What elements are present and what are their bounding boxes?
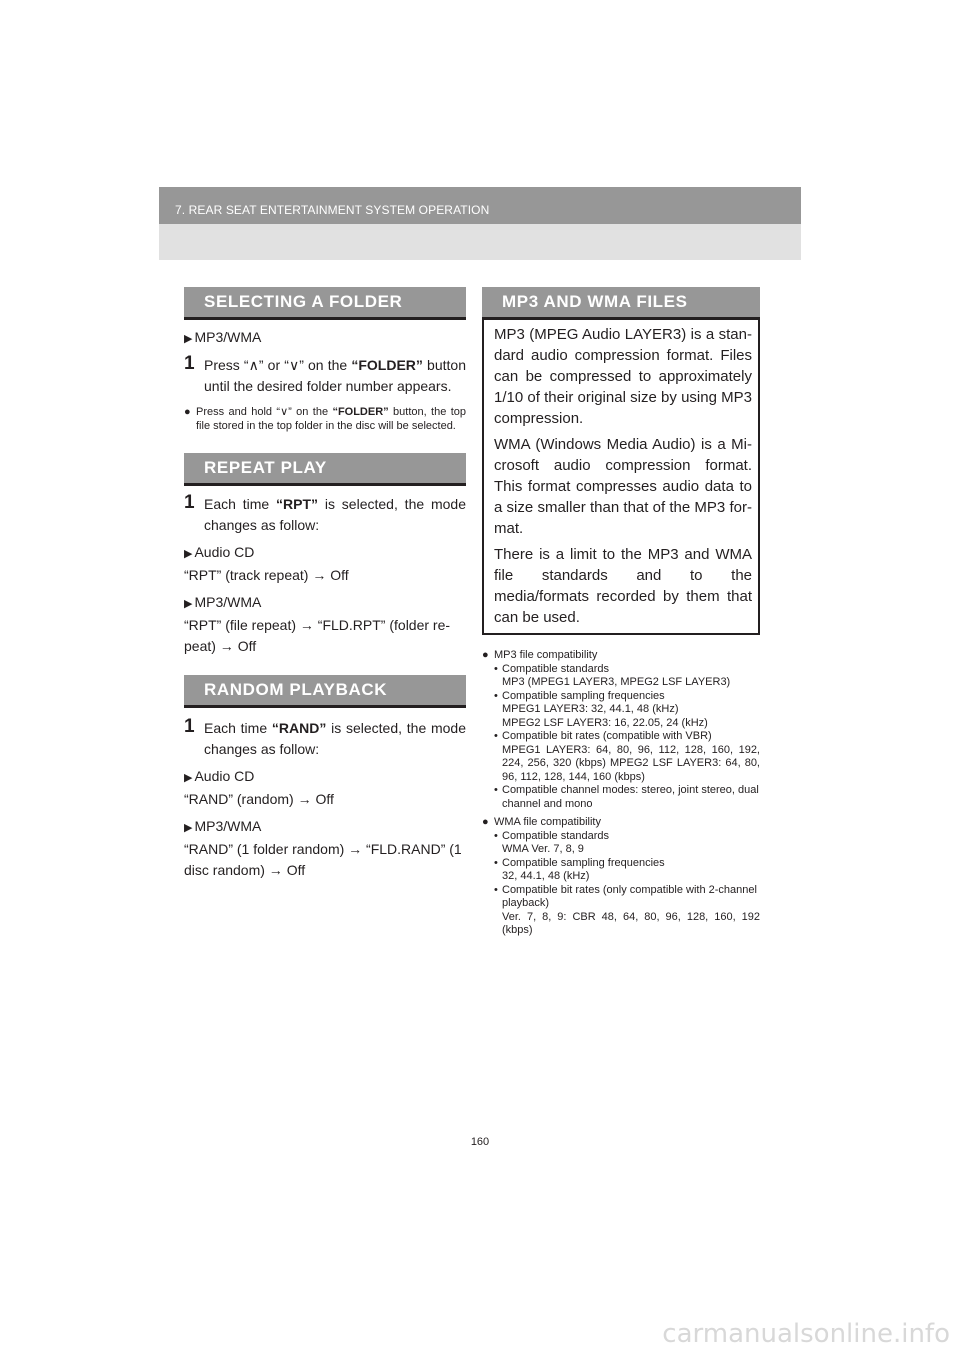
step-text: ” or “: [258, 357, 289, 373]
spec-item: [494, 784, 760, 811]
mode-text: MP3/WMA: [194, 329, 262, 345]
watermark: carmanualsonline.info: [662, 1319, 950, 1349]
spec-heading: MP3 file compatibility: [494, 649, 598, 661]
mode-arrow-icon: ▶: [184, 598, 193, 610]
header-bar: [159, 187, 801, 224]
repeat-mp3-sequence: “RPT” (file repeat) → “FLD.RPT” (folder re-peat) → Off: [184, 617, 451, 654]
page-number: 160: [470, 1136, 490, 1148]
step-folder: [184, 355, 466, 397]
mp3-compatibility: [482, 649, 760, 811]
step-number: 1: [184, 353, 195, 374]
spec-value: Ver. 7, 8, 9: CBR 48, 64, 80, 96, 128, 160, 192 (kbps): [502, 910, 760, 936]
sub-bullet-icon: •: [494, 829, 498, 842]
mode-label-mp3: [184, 329, 466, 348]
mode-label-mp3: [184, 594, 466, 613]
header-band: [159, 187, 801, 260]
right-column: [482, 287, 760, 938]
spec-label: Compatible bit rates (compatible with VBR): [502, 730, 712, 742]
step-text: Press “: [204, 357, 249, 373]
spec-value: 32, 44.1, 48 (kHz): [502, 870, 590, 882]
spec-item: [494, 857, 760, 884]
up-arrow-icon: ∧: [248, 357, 259, 373]
sub-bullet-icon: •: [494, 662, 498, 675]
note-text: ” on the: [288, 406, 333, 418]
note-text: button, the top file stored in the top folder in the disc will be selected.: [196, 406, 467, 432]
bullet-icon: ●: [482, 816, 489, 828]
note-folder: [184, 405, 466, 433]
step-text: is selected, the mode changes as follow:: [204, 496, 466, 533]
down-arrow-icon: ∨: [280, 406, 289, 418]
info-paragraph: There is a limit to the MP3 and WMA file standards and to the media/formats recorded by them that can be used.: [494, 546, 752, 626]
sub-bullet-icon: •: [494, 883, 498, 896]
section-heading-random: RANDOM PLAYBACK: [184, 675, 466, 708]
step-number: 1: [184, 492, 195, 513]
mode-label-cd: [184, 544, 466, 563]
spec-label: Compatible standards: [502, 829, 610, 842]
mode-text: Audio CD: [194, 544, 255, 560]
folder-key: “FOLDER”: [332, 406, 389, 418]
step-text: ” on the: [299, 357, 352, 373]
mode-label-mp3: [184, 818, 466, 837]
spec-heading: WMA file compatibility: [494, 816, 601, 828]
note-text: Press and hold “: [196, 406, 281, 418]
step-number: 1: [184, 716, 195, 737]
step-random: [184, 718, 466, 760]
spec-value: MPEG1 LAYER3: 64, 80, 96, 112, 128, 160, 192, 224, 256, 320 (kbps) MPEG2 LSF LAYER3: 64, 80, 96, 112, 128, 144, 160 (kbps): [502, 743, 760, 783]
mode-arrow-icon: ▶: [184, 822, 193, 834]
spec-item: [494, 830, 760, 857]
spec-value: WMA Ver. 7, 8, 9: [502, 843, 584, 855]
left-column: [184, 287, 466, 881]
rpt-key: “RPT”: [276, 496, 319, 512]
info-box: [482, 320, 760, 635]
sub-bullet-icon: •: [494, 689, 498, 702]
step-text: button until the desired folder number appears.: [204, 357, 466, 394]
mode-text: MP3/WMA: [194, 818, 262, 834]
repeat-cd-sequence: “RPT” (track repeat) → Off: [184, 567, 349, 583]
step-text: Each time: [204, 720, 272, 736]
spec-label: Compatible channel modes: stereo, joint stereo, dual channel and mono: [502, 784, 759, 810]
mode-label-cd: [184, 768, 466, 787]
random-cd-sequence: “RAND” (random) → Off: [184, 791, 334, 807]
sub-bullet-icon: •: [494, 856, 498, 869]
wma-compatibility: [482, 816, 760, 938]
sub-bullet-icon: •: [494, 784, 498, 796]
spec-item: [494, 663, 760, 690]
section-heading-files: MP3 AND WMA FILES: [482, 287, 760, 320]
step-repeat: [184, 494, 466, 536]
spec-value: MPEG1 LAYER3: 32, 44.1, 48 (kHz): [502, 703, 679, 715]
section-heading-repeat: REPEAT PLAY: [184, 453, 466, 486]
info-paragraph: MP3 (MPEG Audio LAYER3) is a stan-dard audio compression format. Files can be compressed to approximately 1/10 of their original size by using MP3 compression.: [494, 326, 752, 427]
step-text: is selected, the mode changes as follow:: [204, 720, 467, 757]
bullet-icon: ●: [184, 406, 191, 418]
spec-label: Compatible bit rates (only compatible with 2-channel playback): [502, 883, 757, 909]
random-mp3-sequence: “RAND” (1 folder random) → “FLD.RAND” (1 disc random) → Off: [184, 841, 462, 878]
sub-bullet-icon: •: [494, 730, 498, 742]
folder-key: “FOLDER”: [351, 357, 423, 373]
spec-item: [494, 730, 760, 784]
spec-item: [494, 884, 760, 938]
spec-label: Compatible sampling frequencies: [502, 689, 665, 702]
mode-text: MP3/WMA: [194, 594, 262, 610]
mode-arrow-icon: ▶: [184, 548, 193, 560]
spec-value: MP3 (MPEG1 LAYER3, MPEG2 LSF LAYER3): [502, 676, 731, 688]
rand-key: “RAND”: [271, 720, 327, 736]
mode-text: Audio CD: [194, 768, 255, 784]
spec-label: Compatible sampling frequencies: [502, 856, 665, 869]
info-paragraph: WMA (Windows Media Audio) is a Mi-crosoft audio compression format. This format compresses audio data to a size smaller than that of the MP3 for-mat.: [494, 436, 752, 537]
down-arrow-icon: ∨: [288, 357, 300, 373]
spec-label: Compatible standards: [502, 662, 610, 675]
step-text: Each time: [204, 496, 277, 512]
bullet-icon: ●: [482, 649, 489, 661]
mode-arrow-icon: ▶: [184, 333, 193, 345]
spec-item: [494, 690, 760, 731]
mode-arrow-icon: ▶: [184, 772, 193, 784]
section-label: 7. REAR SEAT ENTERTAINMENT SYSTEM OPERATION: [175, 203, 490, 217]
spec-value: MPEG2 LSF LAYER3: 16, 22.05, 24 (kHz): [502, 716, 708, 729]
section-heading-folder: SELECTING A FOLDER: [184, 287, 466, 320]
